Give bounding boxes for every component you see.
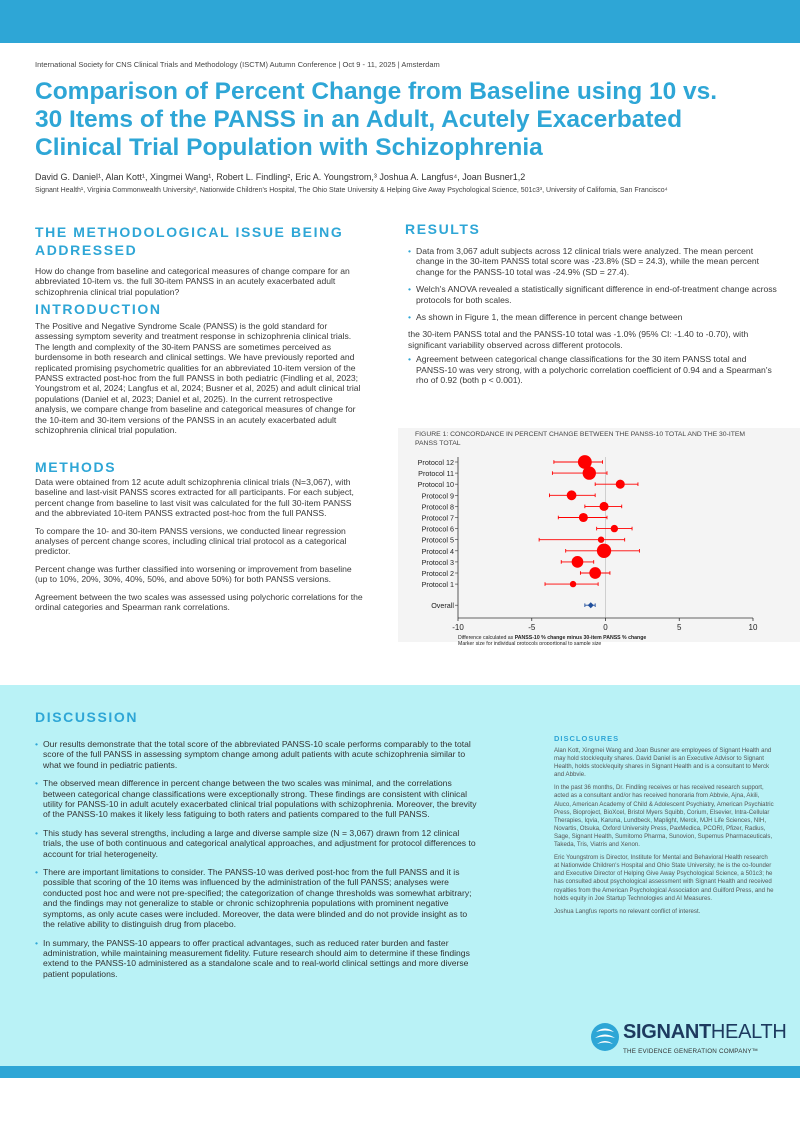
methodological-heading: [35, 223, 343, 259]
results-continuation: the 30-item PANSS total and the PANSS-10 total was -1.0% (95% CI: -1.40 to -0.70), with significant variability observed across different protocols.: [408, 329, 749, 350]
protocol-estimate-marker: [570, 581, 576, 587]
conference-line: International Society for CNS Clinical Trials and Methodology (ISCTM) Autumn Conference | Oct 9 - 11, 2025 | Amsterdam: [35, 60, 440, 69]
disclosure-paragraph: Joshua Langfus reports no relevant conflict of interest.: [554, 907, 701, 915]
x-tick-label: -10: [452, 623, 464, 632]
discussion-bullet: • Our results demonstrate that the total score of the abbreviated PANSS-10 scale performs comparably to the total score of the full PANSS in assessing symptom change among adult patients with acute schizophrenia similar to what we found in pediatric patients.: [35, 739, 477, 770]
discussion-bullet: • This study has several strengths, including a large and diverse sample size (N = 3,067) drawn from 12 clinical trials, the use of both continuous and categorical analytical approaches, and adjustment for protocol differences to account for trial heterogeneity.: [35, 828, 477, 859]
discussion-heading: DISCUSSION: [35, 709, 139, 725]
logo-tagline: [623, 1048, 758, 1055]
disclosures-heading: DISCLOSURES: [554, 734, 620, 743]
title-line: 30 Items of the PANSS in an Adult, Acutely Exacerbated: [35, 106, 683, 133]
y-category-label: Protocol 2: [421, 569, 454, 578]
heading-line: THE METHODOLOGICAL ISSUE BEING: [35, 224, 344, 240]
y-category-label: Protocol 10: [417, 480, 454, 490]
protocol-estimate-marker: [611, 525, 618, 532]
heading-line: ADDRESSED: [35, 242, 138, 258]
discussion-bullet: • There are important limitations to consider. The PANSS-10 was derived post-hoc from the full PANSS and it is possible that scoring of the 10 items was influenced by the administration of the full PANSS; analyses were conducted post hoc and were not pre-specified; the categorization of change thresholds was somewhat arbitrary; and the findings may not generalize to stable or chronic schizophrenia populations with prominent negative symptoms, as only acute cases were included. Moreover, the data were blinded and do not provide insight as to the relative ability to distinguish drug from placebo.: [35, 867, 477, 929]
methods-paragraph: Percent change was further classified into worsening or improvement from baseline (up to 10%, 20%, 30%, 40%, 50%, and above 50%) for both PANSS versions.: [35, 563, 352, 585]
disclosure-paragraph: In the past 36 months, Dr. Findling receives or has received research support, acted as a consultant and/or has received honoraria from Abbvie, Ajna, Akili, Aluco, American Academy of Child & Adolescent Psychiatry, American Psychiatric Press, Bioproject, BioXcel, Bristol Myers Squibb, Corium, Elsevier, Intra-Cellular Therapies, Iqvia, Karuna, Lundbeck, Maplight, Merck, MJH Life Sciences, NIH, Novartis, Otsuka, Oxford University Press, PaxMedica, PCORI, Pfizer, Radius, Sage, Signant Health, Sumitomo Pharma, Sunovion, Supernus Pharmaceuticals, Takeda, Tris, Viatris and Xenon.: [554, 784, 774, 849]
chart-note-line1: Difference calculated as PANSS-10 % change minus 30-item PANSS % change: [458, 635, 647, 641]
methods-text: [35, 477, 365, 619]
figure-caption: FIGURE 1: CONCORDANCE IN PERCENT CHANGE BETWEEN THE PANSS-10 TOTAL AND THE 30-ITEM PANSS TOTAL: [415, 431, 746, 447]
methods-paragraph: To compare the 10- and 30-item PANSS versions, we conducted linear regression analyses of percent change scores, including clinical trial protocol as a categorical predictor.: [35, 525, 347, 557]
introduction-heading: INTRODUCTION: [35, 301, 162, 317]
protocol-estimate-marker: [583, 466, 596, 479]
results-bullet: • Data from 3,067 adult subjects across 12 clinical trials were analyzed. The mean percent change in the 30-item PANSS total score was -23.8% (SD = 24.3), while the mean percent change for the PANSS-10 total was -24.9% (SD = 27.4).: [408, 246, 778, 277]
results-bullet: • As shown in Figure 1, the mean difference in percent change between: [408, 312, 778, 322]
top-color-band: [0, 0, 800, 43]
introduction-text: The Positive and Negative Syndrome Scale (PANSS) is the gold standard for assessing symptom severity and treatment response in schizophrenia clinical trials. The length and complexity of the 30-item PANSS are sometimes perceived as burdensome in both research and clinical settings. We have previously reported and replicated promising psychometric qualities for an abbreviated 10-item version of the PANSS extracted post-hoc from the full PANSS in both pediatric (Findling et al, 2023; Youngstrom et al, 2024; Langfus et al, 2024; Busner et al, 2025) and adult clinical trial populations (Daniel et al, 2023; Daniel et al, 2025). In the current retrospective analysis, we compare change from baseline and categorical measures of change for the 10-item and 30-item versions of the PANSS in an acutely exacerbated adult schizophrenia clinical trial population.: [35, 321, 361, 436]
protocol-estimate-marker: [598, 536, 604, 542]
forest-plot-chart: [398, 455, 798, 645]
protocol-estimate-marker: [597, 544, 611, 558]
logo-tagline-text: THE EVIDENCE GENERATION COMPANY: [623, 1048, 752, 1055]
title-line: Comparison of Percent Change from Baseline using 10 vs.: [35, 78, 718, 105]
disclosure-paragraph: Alan Kott, Xingmei Wang and Joan Busner are employees of Signant Health and may hold stock/equity shares. David Daniel is an Executive Advisor to Signant Health, holds stock/equity shares in Signant Health and is a consultant to Merck and Abbvie.: [554, 747, 772, 779]
results-bullet: • Welch's ANOVA revealed a statistically significant difference in end-of-treatment change across protocols for both scales.: [408, 284, 778, 305]
methodological-text: How do change from baseline and categorical measures of change compare for an abbreviated 10-item vs. the full 30-item PANSS in an acutely exacerbated adult schizophrenia clinical trial population?: [35, 266, 350, 297]
methods-paragraph: Data were obtained from 12 acute adult schizophrenia clinical trials (N=3,067), with baseline and last-visit PANSS scores extracted for all participants. For each subject, percent change from baseline to last visit was calculated for the full 30-item PANSS and the abbreviated 10-item PANSS extracted post-hoc from the full PANSS.: [35, 477, 354, 519]
protocol-estimate-marker: [589, 567, 601, 579]
x-tick-label: 5: [677, 623, 682, 632]
logo-word-health: HEALTH: [710, 1021, 787, 1043]
y-category-label: Protocol 12: [417, 458, 454, 467]
disclosure-paragraph: Eric Youngstrom is Director, Institute for Mental and Behavioral Health research at Nationwide Children's Hospital and Ohio State University; he is the co-founder and Executive Director of Helping Give Away Psychological Science, a 501c3; he has consulted about psychological assessment with Signant Health and received royalties from the American Psychological Association and Guilford Press, and he holds equity in Joe Startup Technologies and AI Measures.: [554, 854, 774, 902]
y-category-label: Protocol 4: [421, 546, 454, 556]
disclosures-text: [554, 747, 774, 921]
y-category-label: Overall: [431, 601, 454, 611]
results-heading: RESULTS: [405, 221, 481, 237]
chart-note-line2: Marker size for individual protocols proportional to sample size: [458, 641, 602, 645]
title-line: Clinical Trial Population with Schizophrenia: [35, 134, 543, 161]
y-category-label: Protocol 7: [421, 513, 454, 523]
discussion-bullet: • In summary, the PANSS-10 appears to offer practical advantages, such as reduced rater burden and faster administration, while maintaining measurement fidelity. Future research should aim to determine if these findings extend to the PANSS-10 administered as a standalone scale and to real-world clinical settings and more diverse patient populations.: [35, 938, 477, 980]
y-category-label: Protocol 9: [421, 491, 454, 501]
y-category-label: Protocol 5: [421, 535, 454, 545]
y-category-label: Protocol 11: [418, 469, 454, 479]
methods-paragraph: Agreement between the two scales was assessed using polychoric correlations for the ordinal categories and Spearman rank correlations.: [35, 591, 363, 613]
logo-mark-icon: [590, 1020, 620, 1054]
protocol-estimate-marker: [599, 502, 608, 511]
x-tick-label: 10: [748, 623, 758, 632]
x-tick-label: -5: [528, 623, 536, 632]
bottom-color-band: [0, 1066, 800, 1078]
y-category-label: Protocol 3: [421, 557, 454, 567]
x-tick-label: 0: [603, 623, 608, 632]
author-list: David G. Daniel¹, Alan Kott¹, Xingmei Wang¹, Robert L. Findling², Eric A. Youngstrom,³ Joshua A. Langfus⁴, Joan Busner1,2: [35, 172, 526, 182]
logo-trademark: ™: [751, 1048, 759, 1055]
y-category-label: Protocol 6: [421, 524, 454, 534]
poster-title: [35, 78, 785, 162]
discussion-text: [35, 739, 477, 987]
protocol-estimate-marker: [579, 513, 588, 522]
discussion-bullet: • The observed mean difference in percent change between the two scales was minimal, and the correlations between categorical change classifications were exceptionally strong. These findings are consistent with clinical utility for PANSS-10 in adult acutely exacerbated clinical trial populations with schizophrenia. Moreover, the brevity of the PANSS-10 makes it likely less fatiguing to both raters and patients compared to the full PANSS.: [35, 778, 477, 820]
signant-health-logo: [590, 1018, 785, 1060]
logo-wordmark: [623, 1021, 787, 1044]
y-category-label: Protocol 8: [421, 502, 454, 512]
results-text: [408, 246, 778, 392]
overall-estimate-diamond: [588, 602, 594, 608]
results-bullet: • Agreement between categorical change classifications for the 30 item PANSS total and PANSS-10 was very strong, with a polychoric correlation coefficient of 0.94 and a Spearman's rho of 0.92 (both p < 0.001).: [408, 354, 778, 385]
protocol-estimate-marker: [616, 480, 625, 489]
methods-heading: METHODS: [35, 459, 117, 475]
logo-word-signant: SIGNANT: [623, 1021, 711, 1043]
affiliations: Signant Health¹, Virginia Commonwealth University², Nationwide Children's Hospital, The Ohio State University & Helping Give Away Psychological Science, 501c3³, University of California, San Francisco⁴: [35, 187, 668, 194]
protocol-estimate-marker: [572, 556, 584, 568]
protocol-estimate-marker: [567, 490, 577, 500]
y-category-label: Protocol 1: [421, 580, 454, 590]
